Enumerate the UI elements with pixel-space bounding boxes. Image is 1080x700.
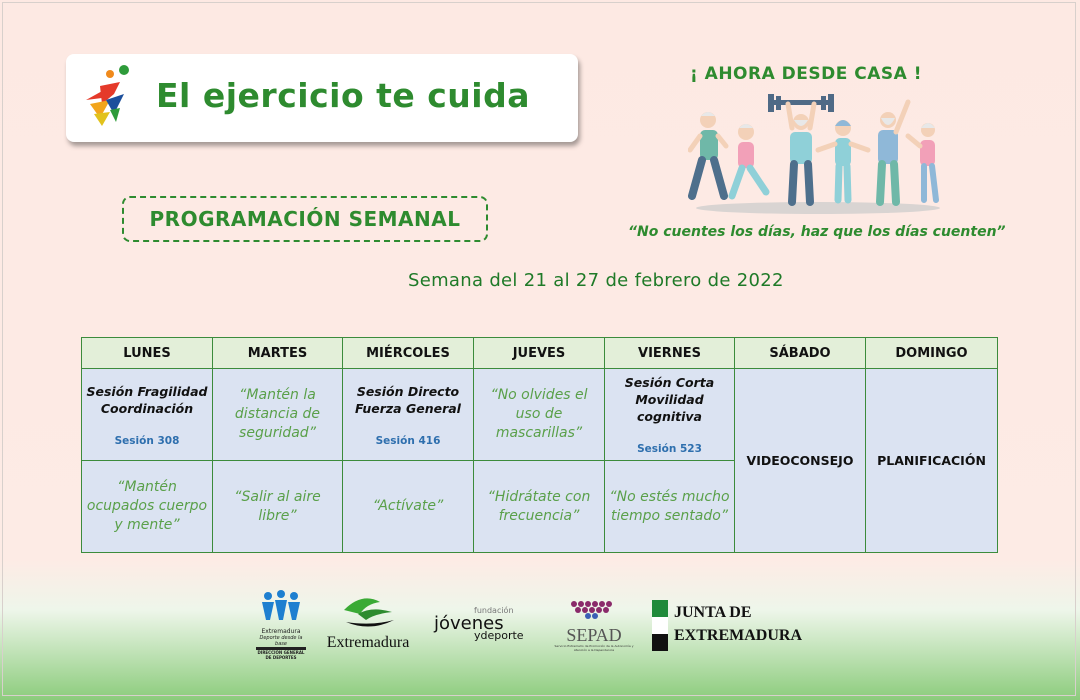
programacion-frame (122, 196, 488, 242)
session-title: Sesión Fragilidad Coordinación (86, 383, 208, 416)
advice-quote: “No olvides el uso de mascarillas” (490, 387, 588, 441)
junta-flag-white (652, 617, 668, 634)
cell-domingo (866, 369, 998, 553)
junta-flag-black (652, 634, 668, 651)
cell-jueves-quote-2 (474, 461, 605, 553)
session-number: Sesión 416 (375, 434, 441, 447)
cell-miercoles-quote (343, 461, 474, 553)
program-title: El ejercicio te cuida (156, 76, 530, 115)
extremadura-bird-icon (322, 592, 414, 630)
week-range: Semana del 21 al 27 de febrero de 2022 (408, 270, 784, 291)
junta-flag-green (652, 600, 668, 617)
logo2-text: Extremadura (326, 634, 410, 651)
logo1-sub: Deporte desde la base (256, 635, 306, 650)
logo4-name: SEPAD (566, 625, 622, 645)
header-miercoles: MIÉRCOLES (343, 338, 474, 369)
ahora-desde-casa-heading: ¡ AHORA DESDE CASA ! (690, 64, 922, 84)
programacion-title: PROGRAMACIÓN SEMANAL (149, 207, 461, 231)
logo4-sub: Servicio Extremeño de Promoción de la Autonomía y Atención a la Dependencia (554, 644, 634, 652)
motivational-quote: “No cuentes los días, haz que los días cuenten” (628, 224, 1006, 240)
header-domingo: DOMINGO (866, 338, 998, 369)
table-row (82, 369, 998, 461)
videoconsejo-label: VIDEOCONSEJO (746, 453, 854, 468)
session-title: Sesión Corta Movilidad cognitiva (624, 375, 715, 424)
session-title: Sesión Directo Fuerza General (355, 383, 461, 416)
junta-extremadura-logo (652, 600, 802, 652)
cell-miercoles-session (343, 369, 474, 461)
header-viernes: VIERNES (605, 338, 735, 369)
logo3-small: fundación (474, 606, 514, 615)
advice-quote: “Mantén ocupados cuerpo y mente” (86, 479, 208, 533)
sepad-dots-icon (554, 598, 634, 622)
header-martes: MARTES (213, 338, 343, 369)
logo3-y: ydeporte (474, 629, 524, 642)
cell-viernes-quote (605, 461, 735, 553)
seniors-exercising-illustration (688, 92, 950, 216)
sepad-logo (554, 598, 634, 654)
header-sabado: SÁBADO (735, 338, 866, 369)
cell-lunes-quote (82, 461, 213, 553)
fundacion-jovenes-deporte-logo (434, 606, 534, 646)
deportes-figures-icon (256, 590, 306, 624)
deportes-extremadura-logo (256, 590, 306, 658)
cell-lunes-session (82, 369, 213, 461)
advice-quote: “Mantén la distancia de seguridad” (234, 387, 321, 441)
cell-sabado (735, 369, 866, 553)
advice-quote: “Salir al aire libre” (234, 488, 321, 524)
cell-martes-quote-2 (213, 461, 343, 553)
runner-logo-icon (80, 64, 134, 130)
table-header-row (82, 338, 998, 369)
program-logo-card (66, 54, 578, 142)
session-number: Sesión 308 (114, 434, 180, 447)
header-jueves: JUEVES (474, 338, 605, 369)
advice-quote: “Hidrátate con frecuencia” (487, 488, 591, 524)
logo5-line2: EXTREMADURA (674, 627, 802, 644)
advice-quote: “Actívate” (372, 498, 444, 514)
logo1-top: Extremadura (261, 628, 301, 635)
cell-viernes-session (605, 369, 735, 461)
weekly-schedule-table (81, 337, 998, 553)
cell-jueves-quote (474, 369, 605, 461)
header-lunes: LUNES (82, 338, 213, 369)
extremadura-logo (322, 592, 414, 652)
logo1-dept: DIRECCIÓN GENERAL DE DEPORTES (257, 650, 305, 660)
cell-martes-quote (213, 369, 343, 461)
logo3-j: jóvenes (434, 613, 504, 634)
advice-quote: “No estés mucho tiempo sentado” (609, 488, 730, 524)
planificacion-label: PLANIFICACIÓN (877, 453, 986, 468)
session-number: Sesión 523 (637, 443, 702, 455)
logo5-line1: JUNTA DE (674, 604, 752, 621)
